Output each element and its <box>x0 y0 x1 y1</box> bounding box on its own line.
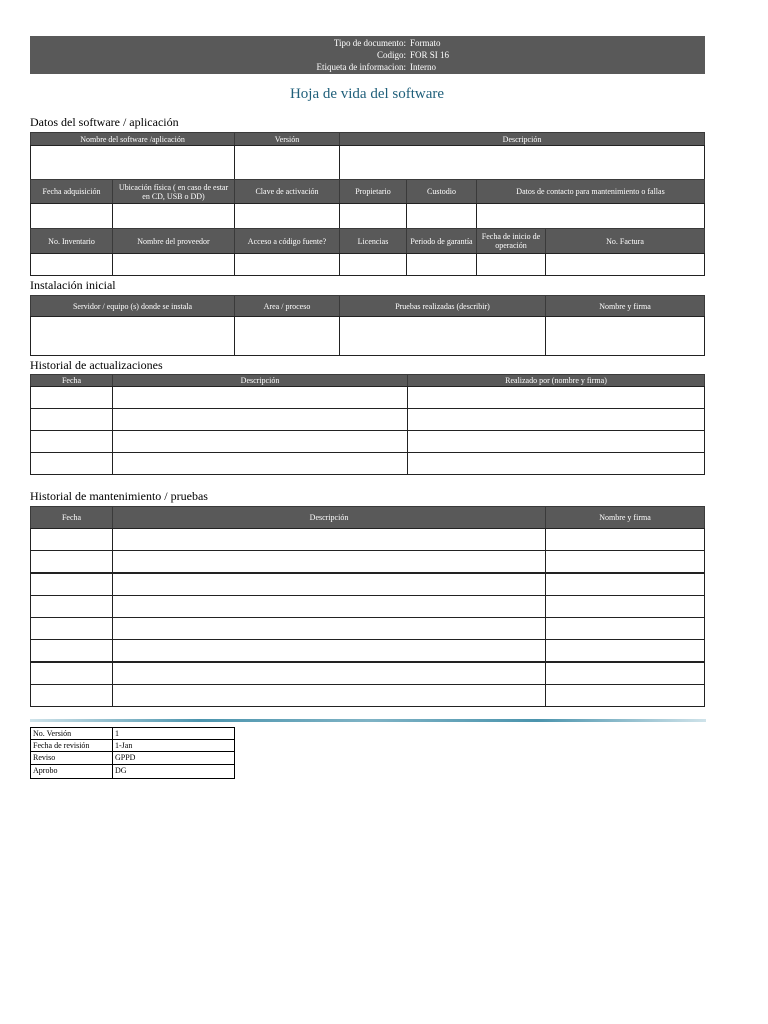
input-cell[interactable] <box>30 253 113 276</box>
input-cell[interactable] <box>30 203 113 229</box>
input-cell[interactable] <box>112 386 408 409</box>
input-cell[interactable] <box>112 253 235 276</box>
input-cell[interactable] <box>407 430 705 453</box>
col-header: Descripción <box>339 132 705 146</box>
document-header <box>30 36 705 74</box>
input-cell[interactable] <box>339 145 705 180</box>
section-title-installation: Instalación inicial <box>30 278 116 292</box>
col-header: Nombre y firma <box>545 295 705 317</box>
input-cell[interactable] <box>339 253 407 276</box>
input-cell[interactable] <box>30 550 113 573</box>
input-cell[interactable] <box>112 684 546 707</box>
input-cell[interactable] <box>112 452 408 475</box>
input-cell[interactable] <box>30 617 113 640</box>
header-row-tag <box>30 61 705 73</box>
col-header: Clave de activación <box>234 179 340 204</box>
input-cell[interactable] <box>545 573 705 596</box>
input-cell[interactable] <box>30 452 113 475</box>
input-cell[interactable] <box>545 684 705 707</box>
input-cell[interactable] <box>112 528 546 551</box>
header-label: Codigo: <box>376 50 406 60</box>
footer-label: Reviso <box>30 751 113 765</box>
header-value: FOR SI 16 <box>410 50 450 60</box>
input-cell[interactable] <box>476 203 705 229</box>
input-cell[interactable] <box>406 203 477 229</box>
input-cell[interactable] <box>30 595 113 618</box>
col-header: Fecha <box>30 374 113 387</box>
input-cell[interactable] <box>545 662 705 685</box>
input-cell[interactable] <box>30 408 113 431</box>
input-cell[interactable] <box>545 617 705 640</box>
col-header: Nombre del software /aplicación <box>30 132 235 146</box>
col-header: Fecha adquisición <box>30 179 113 204</box>
input-cell[interactable] <box>112 203 235 229</box>
col-header: Nombre y firma <box>545 506 705 529</box>
col-header: Descripción <box>112 374 408 387</box>
header-value: Interno <box>410 62 436 72</box>
col-header: Fecha de inicio de operación <box>476 228 546 254</box>
col-header: Periodo de garantía <box>406 228 477 254</box>
input-cell[interactable] <box>339 203 407 229</box>
col-header: Nombre del proveedor <box>112 228 235 254</box>
col-header: Acceso a código fuente? <box>234 228 340 254</box>
input-cell[interactable] <box>234 316 340 356</box>
footer-value: 1-Jan <box>112 739 235 752</box>
col-header: Descripción <box>112 506 546 529</box>
col-header: No. Factura <box>545 228 705 254</box>
input-cell[interactable] <box>339 316 546 356</box>
input-cell[interactable] <box>545 595 705 618</box>
input-cell[interactable] <box>112 617 546 640</box>
input-cell[interactable] <box>112 430 408 453</box>
input-cell[interactable] <box>545 639 705 662</box>
col-header: Datos de contacto para mantenimiento o fallas <box>476 179 705 204</box>
col-header: Pruebas realizadas (describir) <box>339 295 546 317</box>
header-label: Etiqueta de informacion: <box>316 62 406 72</box>
header-row-code <box>30 49 705 61</box>
footer-label: Fecha de revisión <box>30 739 113 752</box>
input-cell[interactable] <box>234 253 340 276</box>
input-cell[interactable] <box>545 528 705 551</box>
footer-value: DG <box>112 764 235 779</box>
col-header: Area / proceso <box>234 295 340 317</box>
footer-separator <box>30 719 706 722</box>
input-cell[interactable] <box>234 203 340 229</box>
col-header: Licencias <box>339 228 407 254</box>
col-header: Versión <box>234 132 340 146</box>
footer-label: No. Versión <box>30 727 113 740</box>
input-cell[interactable] <box>30 662 113 685</box>
col-header: Custodio <box>406 179 477 204</box>
section-title-updates: Historial de actualizaciones <box>30 358 163 372</box>
input-cell[interactable] <box>476 253 546 276</box>
input-cell[interactable] <box>112 550 546 573</box>
col-header: Realizado por (nombre y firma) <box>407 374 705 387</box>
input-cell[interactable] <box>406 253 477 276</box>
input-cell[interactable] <box>545 550 705 573</box>
page-title: Hoja de vida del software <box>289 86 445 102</box>
input-cell[interactable] <box>30 430 113 453</box>
col-header: No. Inventario <box>30 228 113 254</box>
footer-label: Aprobo <box>30 764 113 779</box>
input-cell[interactable] <box>30 386 113 409</box>
header-label: Tipo de documento: <box>333 38 406 48</box>
section-title-maintenance: Historial de mantenimiento / pruebas <box>30 489 208 503</box>
input-cell[interactable] <box>545 253 705 276</box>
footer-value: GPPD <box>112 751 235 765</box>
input-cell[interactable] <box>407 386 705 409</box>
col-header: Servidor / equipo (s) donde se instala <box>30 295 235 317</box>
input-cell[interactable] <box>407 408 705 431</box>
input-cell[interactable] <box>30 316 235 356</box>
header-row-type <box>30 37 705 49</box>
input-cell[interactable] <box>112 595 546 618</box>
input-cell[interactable] <box>30 639 113 662</box>
section-title-software-data: Datos del software / aplicación <box>30 115 179 129</box>
col-header: Propietario <box>339 179 407 204</box>
input-cell[interactable] <box>30 528 113 551</box>
input-cell[interactable] <box>112 639 546 662</box>
input-cell[interactable] <box>112 573 546 596</box>
footer-value: 1 <box>112 727 235 740</box>
input-cell[interactable] <box>30 145 235 180</box>
input-cell[interactable] <box>407 452 705 475</box>
input-cell[interactable] <box>112 408 408 431</box>
input-cell[interactable] <box>112 662 546 685</box>
input-cell[interactable] <box>234 145 340 180</box>
col-header: Ubicación física ( en caso de estar en CD, USB o DD) <box>112 179 235 204</box>
col-header: Fecha <box>30 506 113 529</box>
input-cell[interactable] <box>545 316 705 356</box>
header-value: Formato <box>410 38 441 48</box>
input-cell[interactable] <box>30 684 113 707</box>
input-cell[interactable] <box>30 573 113 596</box>
